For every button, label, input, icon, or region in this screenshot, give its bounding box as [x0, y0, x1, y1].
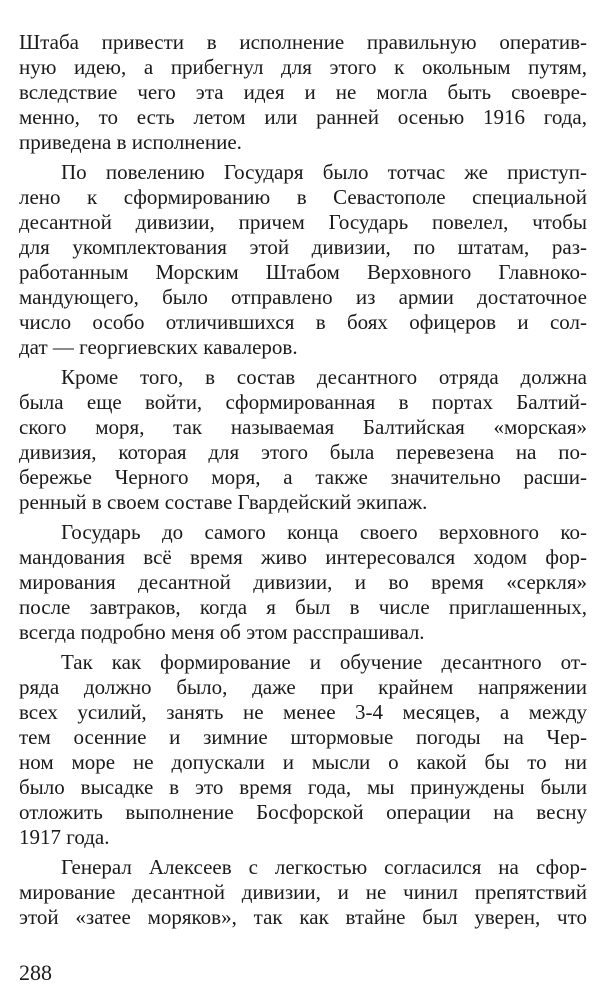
text-line: лено к сформированию в Севастополе специальной: [19, 185, 587, 209]
text-line: мандования всё время живо интересовался ходом фор-: [19, 545, 587, 569]
body-text: [19, 30, 587, 935]
text-line: приведена в исполнение.: [19, 130, 242, 154]
paragraph: [19, 160, 587, 360]
text-line: Генерал Алексеев с легкостью согласился на сфор-: [61, 855, 587, 879]
text-line: дивизия, которая для этого была перевезена на по-: [19, 440, 587, 464]
text-line: было высадке в это время года, мы принуждены были: [19, 775, 587, 799]
text-line: Государь до самого конца своего верховного ко-: [61, 520, 587, 544]
text-line: ном море не допускали и мысли о какой бы то ни: [19, 750, 587, 774]
paragraph: [19, 30, 587, 155]
text-line: тем осенние и зимние штормовые погоды на Чер-: [19, 725, 587, 749]
text-line: мирование десантной дивизии, и не чинил препятствий: [19, 880, 587, 904]
text-line: Так как формирование и обучение десантного от-: [61, 650, 587, 674]
paragraph: [19, 520, 587, 645]
paragraph: [19, 855, 587, 930]
paragraph: [19, 365, 587, 515]
page-number: 288: [19, 960, 52, 985]
text-line: десантной дивизии, причем Государь повелел, чтобы: [19, 210, 587, 234]
text-line: По повелению Государя было тотчас же приступ-: [61, 160, 587, 184]
text-line: ную идею, а прибегнул для этого к окольным путям,: [19, 55, 587, 79]
text-line: Штаба привести в исполнение правильную оператив-: [19, 30, 587, 54]
text-line: число особо отличившихся в боях офицеров и сол-: [19, 310, 587, 334]
text-line: ского моря, так называемая Балтийская «морская»: [19, 415, 587, 439]
text-line: этой «затее моряков», так как втайне был уверен, что: [19, 905, 587, 929]
text-line: дат — георгиевских кавалеров.: [19, 335, 298, 359]
text-line: вследствие чего эта идея и не могла быть своевре-: [19, 80, 587, 104]
paragraph: [19, 650, 587, 850]
text-line: для укомплектования этой дивизии, по штатам, раз-: [19, 235, 587, 259]
text-line: 1917 года.: [19, 825, 110, 849]
text-line: мирования десантной дивизии, и во время «серкля»: [19, 570, 587, 594]
text-line: всех усилий, занять не менее 3-4 месяцев, а между: [19, 700, 587, 724]
text-line: была еще войти, сформированная в портах Балтий-: [19, 390, 587, 414]
text-line: Кроме того, в состав десантного отряда должна: [61, 365, 587, 389]
text-line: работанным Морским Штабом Верховного Главноко-: [19, 260, 587, 284]
text-line: менно, то есть летом или ранней осенью 1916 года,: [19, 105, 587, 129]
text-line: ренный в своем составе Гвардейский экипаж.: [19, 490, 428, 514]
text-line: отложить выполнение Босфорской операции на весну: [19, 800, 587, 824]
text-line: всегда подробно меня об этом расспрашивал.: [19, 620, 425, 644]
text-line: ряда должно было, даже при крайнем напряжении: [19, 675, 587, 699]
text-line: после завтраков, когда я был в числе приглашенных,: [19, 595, 587, 619]
text-line: мандующего, было отправлено из армии достаточное: [19, 285, 587, 309]
text-line: бережье Черного моря, а также значительно расши-: [19, 465, 587, 489]
